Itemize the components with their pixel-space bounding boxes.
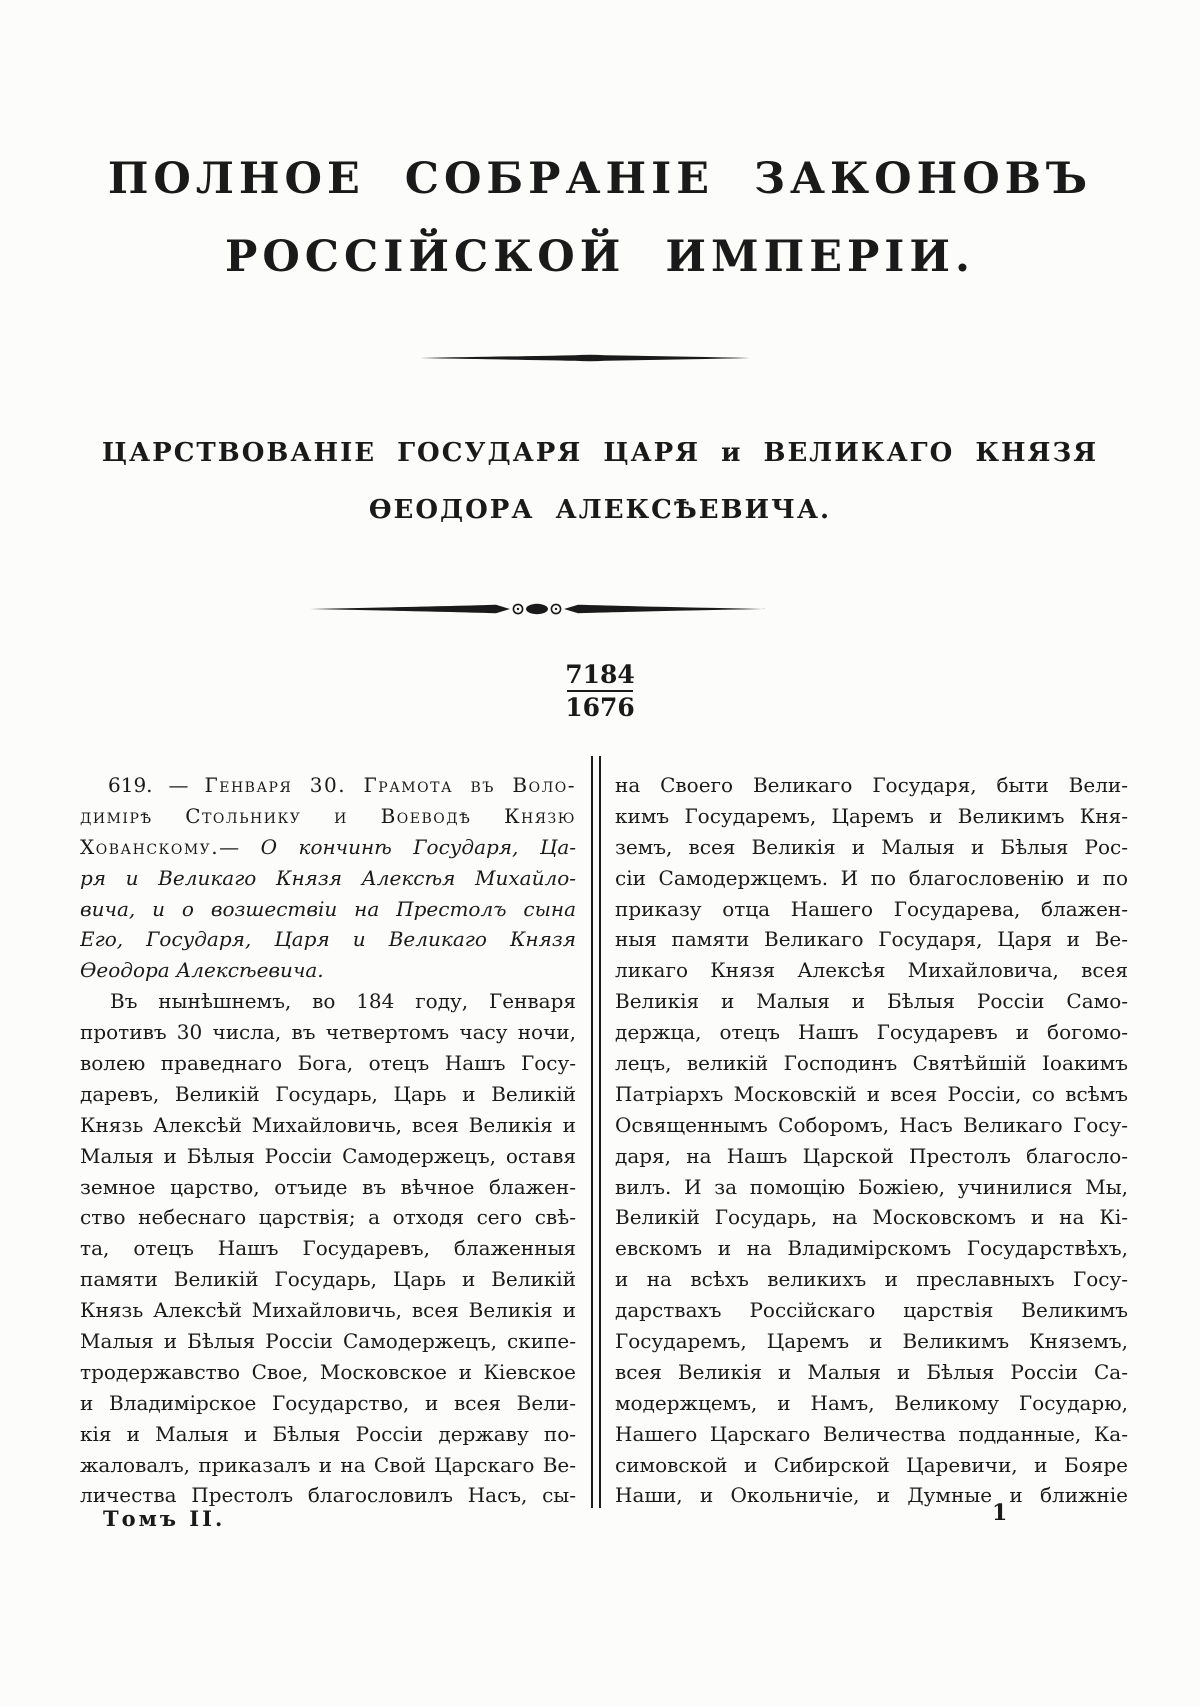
text-segment: Великія и Малыя и Бѣлыя Россіи Само- [615,989,1128,1014]
text-segment: жаловалъ, приказалъ и на Свой Царскаго Ве- [80,1452,576,1477]
reign-heading-line2: ѲЕОДОРА АЛЕКСѢЕВИЧА. [368,495,832,525]
text-line [80,924,576,955]
text-segment: Нашего Царскаго Величества подданные, Ка- [615,1421,1128,1446]
text-segment: сіи Самодержцемъ. И по благословенію и по [615,865,1128,890]
dual-year-fraction [0,659,1200,724]
text-segment: приказу отца Нашего Государева, блажен- [615,896,1128,921]
text-segment: вилъ. И за помощію Божіею, учинилися Мы, [615,1174,1128,1199]
text-line [80,1357,576,1388]
text-line [615,863,1128,894]
text-segment: и Владимірское Государство, и всея Вели- [80,1390,576,1415]
text-segment: — О кончинѣ Государя, Ца- [219,834,576,859]
text-segment: 619. — [108,773,205,797]
swelled-rule-divider [420,352,750,364]
text-line [615,1079,1128,1110]
text-line [615,1357,1128,1388]
text-segment: вича, и о возшествіи на Престолъ сына [80,896,576,921]
text-line [615,770,1128,801]
text-line [615,1388,1128,1419]
right-text-column [615,770,1128,1511]
text-segment: модержцемъ, и Намъ, Великому Государю, [615,1390,1128,1415]
text-segment: та, отецъ Нашъ Государевъ, блаженныя [80,1236,576,1261]
text-line [80,801,576,832]
text-segment: даря, на Нашъ Царской Престолъ благосло- [615,1143,1128,1168]
text-segment: памяти Великій Государь, Царь и Великій [80,1267,576,1292]
text-line [615,1480,1128,1511]
text-segment: Малыя и Бѣлыя Россіи Самодержецъ, скипе- [80,1329,576,1354]
text-line [80,955,576,986]
text-line [80,986,576,1017]
text-segment: Великій Государь, на Московскомъ и на Кі- [615,1205,1128,1230]
text-line [615,1141,1128,1172]
text-line [615,1264,1128,1295]
text-segment: лецъ, великій Господинъ Святѣйшій Іоакимъ [615,1051,1128,1076]
text-line [80,1172,576,1203]
ornament-divider [310,600,766,618]
text-segment: Князь Алексѣй Михайловичь, всея Великія и [80,1298,576,1323]
text-segment: тродержавство Свое, Московское и Кіевское [80,1359,576,1384]
text-line [615,1419,1128,1450]
text-line [615,832,1128,863]
text-segment: даревъ, Великій Государь, Царь и Великій [80,1081,576,1106]
text-segment: земное царство, отъиде въ вѣчное блажен- [80,1174,576,1199]
text-segment: Государемъ, Царемъ и Великимъ Княземъ, [615,1329,1128,1354]
text-segment: Хованскому. [80,834,220,859]
text-segment: держца, отецъ Нашъ Государевъ и богомо- [615,1020,1128,1045]
text-line [80,1141,576,1172]
text-segment: земъ, всея Великія и Малыя и Бѣлыя Рос- [615,834,1128,859]
text-segment: всея Великія и Малыя и Бѣлыя Россіи Са- [615,1359,1128,1384]
text-line [80,863,576,894]
text-line [80,1017,576,1048]
text-line [615,1172,1128,1203]
text-segment: личества Престолъ благословилъ Насъ, сы- [80,1483,576,1508]
text-line [80,894,576,925]
text-segment: Ѳеодора Алексѣевича. [80,958,324,983]
text-segment: ныя памяти Великаго Государя, Царя и Ве- [615,927,1128,952]
text-segment: Князь Алексѣй Михайловичь, всея Великія и [80,1112,576,1137]
text-line [80,832,576,863]
text-segment: и на всѣхъ великихъ и преславныхъ Госу- [615,1267,1128,1292]
text-line [615,924,1128,955]
text-segment: Малыя и Бѣлыя Россіи Самодержецъ, оставя [80,1143,576,1168]
text-line [615,1450,1128,1481]
text-line [80,1264,576,1295]
text-segment: Генваря 30. Грамота въ Воло- [204,773,576,797]
text-line [615,1326,1128,1357]
text-segment: ство небеснаго царствія; а отходя сего свѣ- [80,1205,576,1230]
text-line [615,1048,1128,1079]
volume-label: Томъ II. [103,1506,226,1531]
page-number: 1 [992,1500,1008,1526]
text-line [80,1326,576,1357]
text-line [80,1450,576,1481]
text-segment: ликаго Князя Алексѣя Михайловича, всея [615,958,1128,983]
text-segment: димірѣ Стольнику и Воеводѣ Князю [80,803,576,828]
year-numerator: 7184 [565,660,635,689]
page-title-line2: РОССІЙСКОЙ ИМПЕРІИ. [224,232,976,282]
text-segment: волею праведнаго Бога, отецъ Нашъ Госу- [80,1051,576,1076]
text-line [615,955,1128,986]
text-segment: ря и Великаго Князя Алексѣя Михайло- [80,865,576,890]
text-segment: противъ 30 числа, въ четвертомъ часу ночи, [80,1020,576,1045]
text-line [615,1017,1128,1048]
text-segment: Наши, и Окольничіе, и Думные и ближніе [615,1483,1128,1508]
text-line [80,770,576,801]
text-line [615,986,1128,1017]
text-line [80,1079,576,1110]
text-segment: Его, Государя, Царя и Великаго Князя [80,927,576,952]
reign-heading-line1: ЦАРСТВОВАНІЕ ГОСУДАРЯ ЦАРЯ и ВЕЛИКАГО КНЯЗЯ [101,438,1099,468]
text-line [615,1202,1128,1233]
text-segment: Въ нынѣшнемъ, во 184 году, Генваря [110,989,576,1014]
text-segment: симовской и Сибирской Царевичи, и Бояре [615,1452,1128,1477]
page-title-line1: ПОЛНОЕ СОБРАНІЕ ЗАКОНОВЪ [107,154,1093,204]
text-segment: кимъ Государемъ, Царемъ и Великимъ Кня- [615,803,1128,828]
text-line [80,1202,576,1233]
text-segment: евскомъ и на Владимірскомъ Государствѣхъ, [615,1236,1128,1261]
text-segment: дарствахъ Россійскаго царствія Великимъ [615,1298,1128,1323]
text-line [80,1048,576,1079]
text-line [80,1233,576,1264]
text-line [615,894,1128,925]
text-line [80,1419,576,1450]
text-line [615,1295,1128,1326]
text-segment: кія и Малыя и Бѣлыя Россіи державу по- [80,1421,576,1446]
text-line [80,1110,576,1141]
text-segment: на Своего Великаго Государя, быти Вели- [615,773,1128,797]
column-divider-rule [591,756,601,1508]
text-line [615,1110,1128,1141]
text-segment: Освященнымъ Соборомъ, Насъ Великаго Госу- [615,1112,1128,1137]
text-line [80,1388,576,1419]
text-line [615,801,1128,832]
text-line [615,1233,1128,1264]
left-text-column [80,770,576,1511]
text-line [80,1295,576,1326]
year-denominator: 1676 [565,693,635,723]
text-segment: Патріархъ Московскій и всея Россіи, со всѣмъ [615,1081,1128,1106]
